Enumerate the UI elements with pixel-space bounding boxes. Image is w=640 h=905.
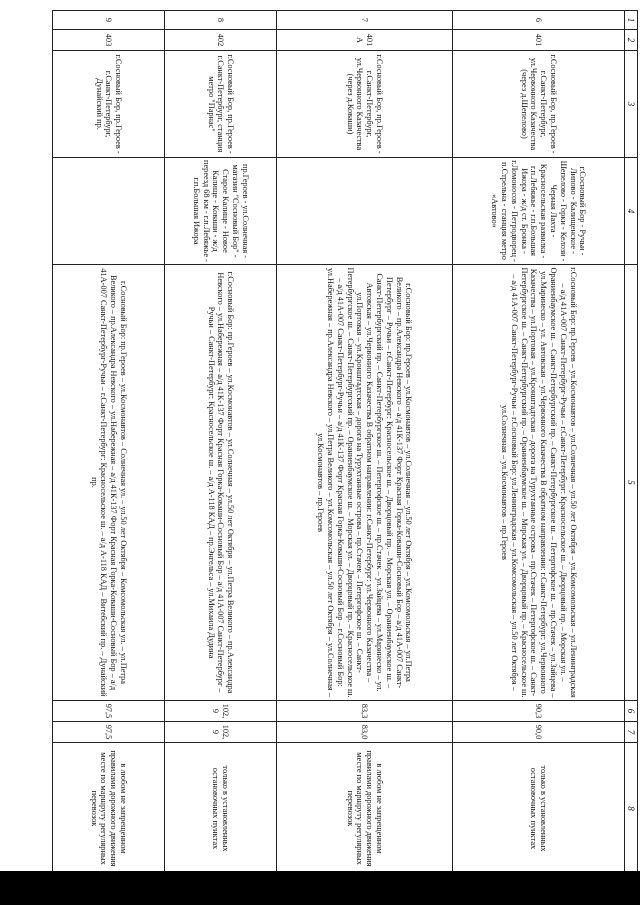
row-number: 9 — [53, 11, 165, 30]
route-number: 402 — [165, 30, 277, 51]
header-col-4: 4 — [625, 158, 638, 265]
length-forward: 83,3 — [277, 701, 453, 722]
route-number: 401 — [453, 30, 625, 51]
boarding-order: только в установленных остановочных пунктах — [453, 743, 625, 875]
route-stops: пр.Героев - ул.Солнечная - магазин "Сосновый Бор" - Старое Калище - Новое Калище - Коваши - ж/д переезд 68 км - г.п.Лебяжье - г.п.Большая Ижора — [165, 158, 277, 265]
header-row — [625, 11, 638, 875]
table-row — [53, 11, 165, 875]
header-col-1: 1 — [625, 11, 638, 30]
route-name: г.Сосновый Бор, пр.Героев - г.Санкт-Петербург, ул.Червонного Казачества (через д.Коваши) — [277, 51, 453, 158]
length-forward: 97,5 — [53, 701, 165, 722]
header-col-7: 7 — [625, 722, 638, 743]
length-forward: 102,9 — [165, 701, 277, 722]
routes-table — [52, 10, 638, 875]
route-name: г.Сосновый Бор, пр.Героев - г.Санкт-Петербург, ул.Червонного Казачества (через д.Шепелово) — [453, 51, 625, 158]
length-back: 102,9 — [165, 722, 277, 743]
route-number: 403 — [53, 30, 165, 51]
rotated-table-wrapper — [52, 10, 638, 874]
route-path: г.Сосновый Бор: пр.Героев – ул.Космонавтов – ул.Солнечная – ул.50 лет Октября – ул.Комсомольская – ул.Ленинградская – а/д 41А-007 Санкт-Петербург-Ручьи – г.Санкт-Петербург: Красносельское ш. – Дворцовый пр. – Морская ул. – Ораниенбаумское ш. – Санкт-Петербургский пр. – Санкт-Петербургское ш. – Петергофское ш. – пр.Стачек – ул.Зайцева – ул.Маринеско – ул. Автовская – ул.Червонного Казачества В обратном направлении: г.Санкт-Петербург: ул.Червонного Казачества – ул.Портовая – ул.Кронштадтская – дорога на Турухтанные острова – пр.Стачек – Петергофское ш. – Санкт-Петербургское ш. – Санкт-Петербургский пр. – Ораниенбаумское ш. – Морская ул. – Дворцовый пр. – Красносельское ш. – а/д 41А-007 Санкт-Петербург-Ручьи – г.Сосновый Бор: ул.Ленинградская – ул.Комсомольская – ул.50 лет Октября – ул.Солнечная – ул.Космонавтов – пр.Героев — [453, 265, 625, 701]
length-back: 90,0 — [453, 722, 625, 743]
table-row — [165, 11, 277, 875]
route-path: г.Сосновый Бор: пр.Героев – ул.Космонавтов – ул.Солнечная – ул.50 лет Октября – ул.Комсомольская – ул.Петра Великого – пр.Александра Невского – а/д 41К-137 Форт Красная Горка-Коваши-Сосновый Бор – а/д 41А-007 Санкт-Петербург – Ручьи – г.Санкт-Петербург: Красносельское ш. – Дворцовый пр. – Морская ул. – Ораниенбаумское ш. – Санкт-Петербургский пр. – Санкт-Петербургское ш. – Петергофское ш. – пр.Стачек – ул.Зайцева – ул.Маринеско – ул. Автовская – ул.Червонного Казачества В обратном направлении: г.Санкт-Петербург: ул.Червонного Казачества – ул.Портовая – ул.Кронштадтская – дорога на Турухтанные острова – пр.Стачек – Петергофское ш. – Санкт-Петербургское ш. – Санкт-Петербургский пр. – Ораниенбаумское ш. – Морская ул. – Дворцовый пр. – Красносельское ш. – а/д 41А-007 Санкт-Петербург-Ручьи – а/д 41К-137 Форт Красная Горка-Коваши-Сосновый Бор – г.Сосновый Бор: ул.Набережная – пр.Александра Невского – ул.Петра Великого – ул.Комсомольская – ул.50 лет Октября – ул.Солнечная – ул.Космонавтов – пр.Героев — [277, 265, 453, 701]
table-row — [453, 11, 625, 875]
length-back: 97,5 — [53, 722, 165, 743]
header-col-2: 2 — [625, 30, 638, 51]
route-name: г.Сосновый Бор, пр.Героев - г.Санкт-Петербург, Дунайский пр. — [53, 51, 165, 158]
route-stops — [277, 158, 453, 265]
boarding-order: в любом не запрещенном правилами дорожного движения месте по маршруту регулярных перевозок — [277, 743, 453, 875]
boarding-order: в любом не запрещенном правилами дорожного движения месте по маршруту регулярных перевозок — [53, 743, 165, 875]
route-number: 401А — [277, 30, 453, 51]
route-stops: г.Сосновый Бор - Ручьи - Липово - Калищенское - Шепелово - Горки - Келози - Черная Лахта - Красносельская развилка - г.п.Лебяжье - г.п.Большая Ижора - ж/д ст. Бронка - г.Ломоносов - Петродворец - п.Стрельна - станция метро «Автово» — [453, 158, 625, 265]
header-col-8: 8 — [625, 743, 638, 875]
row-number: 6 — [453, 11, 625, 30]
table-row — [277, 11, 453, 875]
boarding-order: только в установленных остановочных пунктах — [165, 743, 277, 875]
route-stops — [53, 158, 165, 265]
length-back: 83,0 — [277, 722, 453, 743]
scan-border-band — [0, 871, 640, 905]
row-number: 7 — [277, 11, 453, 30]
header-col-3: 3 — [625, 51, 638, 158]
header-col-5: 5 — [625, 265, 638, 701]
header-col-6: 6 — [625, 701, 638, 722]
row-number: 8 — [165, 11, 277, 30]
length-forward: 90,3 — [453, 701, 625, 722]
route-name: г.Сосновый Бор, пр.Героев - г.Санкт-Петербург, станция метро "Парнас" — [165, 51, 277, 158]
route-path: г.Сосновый Бор: пр.Героев – ул.Космонавтов – Солнечная ул. – ул.50 лет Октября – Комсомольская ул. – ул.Петра Великого – пр.Александра Невского – ул.Набережная – а/д 41К-137 Форт Красная Горка-Коваши-Сосновый Бор – а/д 41А-007 Санкт-Петербург-Ручьи – г.Санкт-Петербург: Красносельское ш. – а/д А-118 КАД – Витебский пр. – Дунайский пр. — [53, 265, 165, 701]
route-path: г.Сосновый Бор: пр.Героев – ул.Космонавтов – ул.Солнечная – ул.50 лет Октября – ул.Петра Великого – пр.Александра Невского – ул.Набережная – а/д 41К-137 Форт Красная Горка-Коваши-Сосновый Бор – а/д 41А-007 Санкт-Петербург – Ручьи – Санкт-Петербург: Красносельское ш. – а/д А-118 КАД – пр.Энгельса – ул.Михаила Дудина — [165, 265, 277, 701]
